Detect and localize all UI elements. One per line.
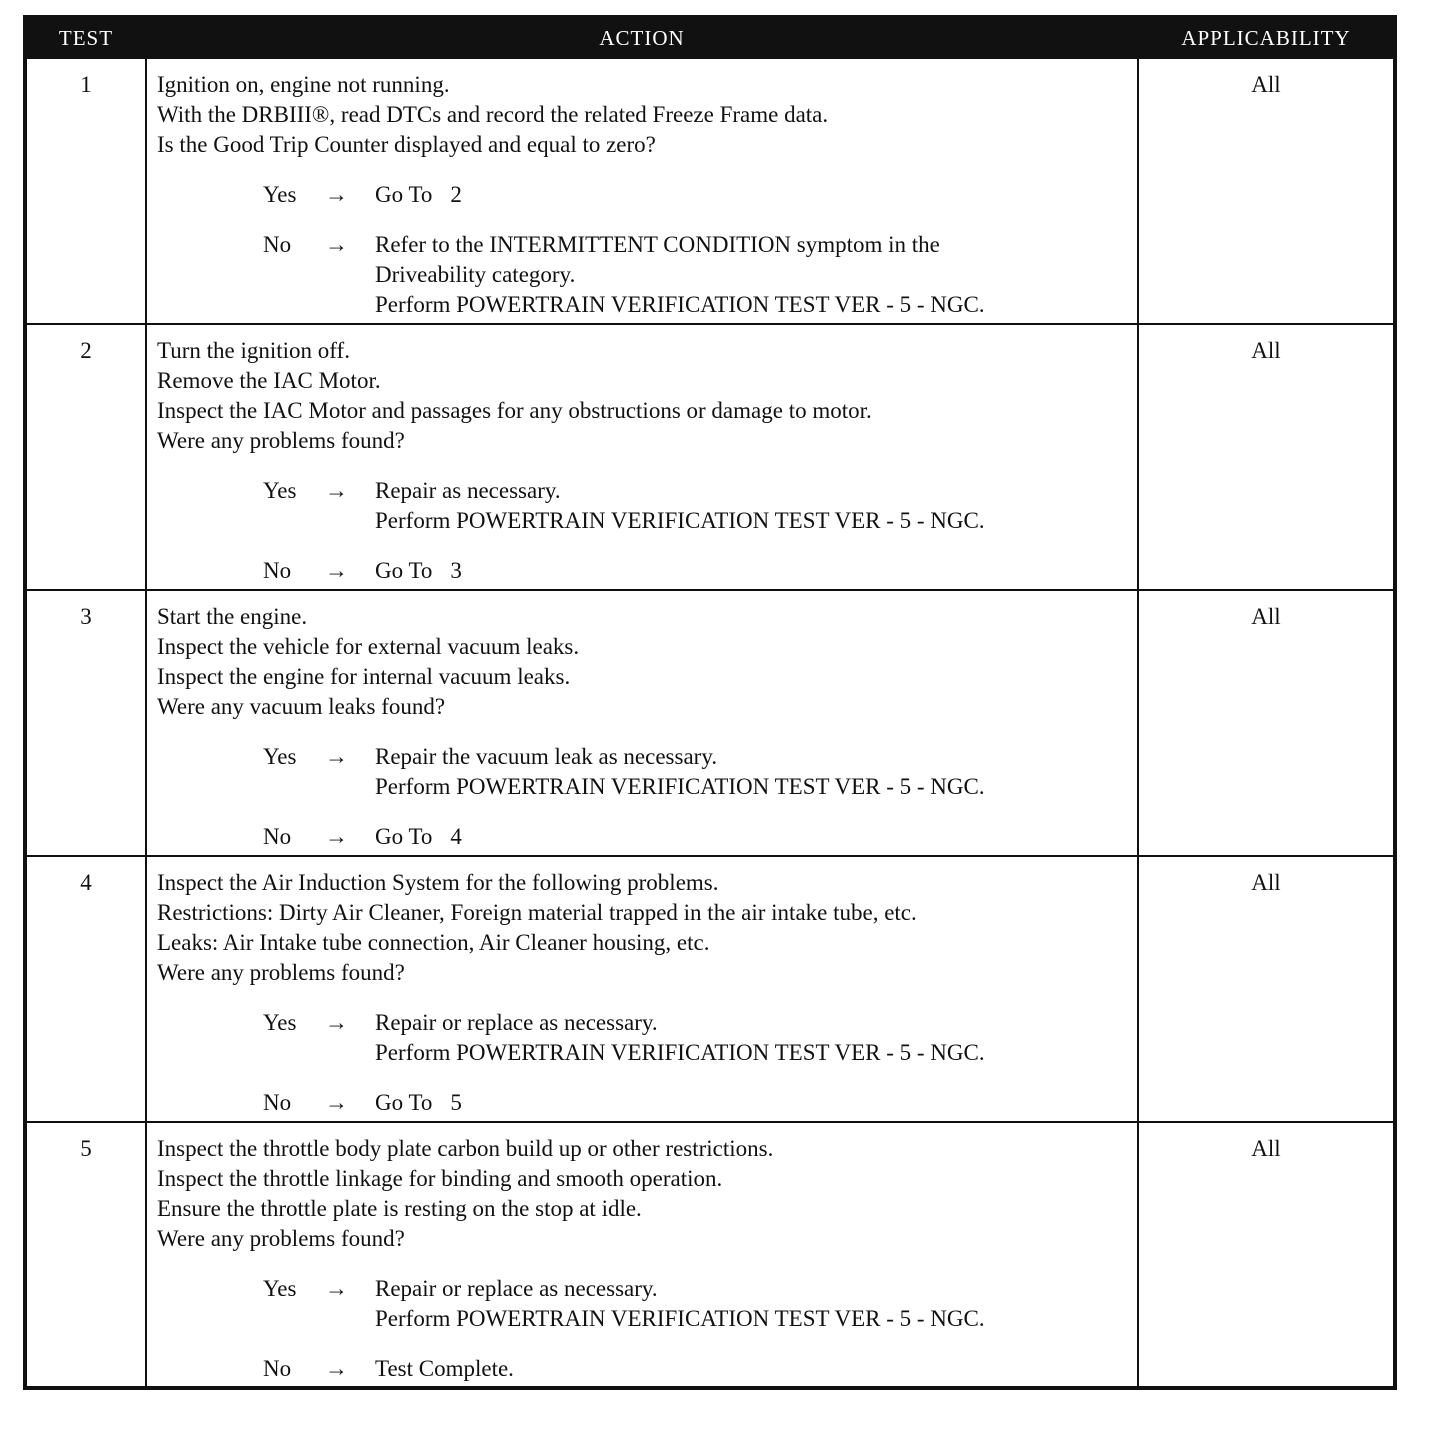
action-line: Is the Good Trip Counter displayed and equal to zero? xyxy=(157,132,656,157)
yes-label: Yes xyxy=(263,744,297,769)
header-action: ACTION xyxy=(146,17,1138,58)
table-row xyxy=(25,1122,1395,1388)
action-line: Leaks: Air Intake tube connection, Air Cleaner housing, etc. xyxy=(157,930,710,955)
arrow-icon: → xyxy=(325,232,348,257)
goto-label: Go To xyxy=(375,1090,433,1115)
action-cell xyxy=(146,1122,1138,1388)
yes-label: Yes xyxy=(263,1010,297,1035)
arrow-icon: → xyxy=(325,744,348,769)
action-line: Inspect the IAC Motor and passages for any obstructions or damage to motor. xyxy=(157,398,872,423)
action-line: Remove the IAC Motor. xyxy=(157,368,381,393)
yes-result xyxy=(375,1008,1129,1068)
header-test: TEST xyxy=(25,17,146,58)
yes-branch xyxy=(157,1008,1129,1068)
applicability-cell: All xyxy=(1138,590,1395,856)
goto-number: 4 xyxy=(450,824,462,849)
action-line: Inspect the throttle body plate carbon build up or other restrictions. xyxy=(157,1136,774,1161)
action-cell xyxy=(146,590,1138,856)
no-branch xyxy=(157,1088,1129,1118)
no-branch xyxy=(157,1354,1129,1384)
action-line: Start the engine. xyxy=(157,604,308,629)
arrow-icon: → xyxy=(325,1010,348,1035)
no-result xyxy=(375,1354,1129,1384)
yes-label: Yes xyxy=(263,182,297,207)
result-line: Perform POWERTRAIN VERIFICATION TEST VER - 5 - NGC. xyxy=(375,1040,985,1065)
result-line: Test Complete. xyxy=(375,1356,514,1381)
yes-branch xyxy=(157,1274,1129,1334)
action-line: Inspect the engine for internal vacuum leaks. xyxy=(157,664,571,689)
action-line: Inspect the Air Induction System for the following problems. xyxy=(157,870,719,895)
no-label: No xyxy=(263,232,292,257)
goto-number: 5 xyxy=(450,1090,462,1115)
action-cell xyxy=(146,324,1138,590)
no-result xyxy=(375,556,1129,586)
result-line: Perform POWERTRAIN VERIFICATION TEST VER - 5 - NGC. xyxy=(375,1306,985,1331)
action-cell xyxy=(146,58,1138,324)
action-line: Were any vacuum leaks found? xyxy=(157,694,446,719)
arrow-icon: → xyxy=(325,1276,348,1301)
result-line: Repair or replace as necessary. xyxy=(375,1276,658,1301)
test-number: 1 xyxy=(25,58,146,324)
no-result xyxy=(375,230,1129,320)
result-line: Driveability category. xyxy=(375,262,576,287)
result-line: Repair or replace as necessary. xyxy=(375,1010,658,1035)
no-branch xyxy=(157,230,1129,320)
yes-branch xyxy=(157,742,1129,802)
yes-label: Yes xyxy=(263,478,297,503)
no-label: No xyxy=(263,824,292,849)
applicability-cell: All xyxy=(1138,1122,1395,1388)
arrow-icon: → xyxy=(325,478,348,503)
arrow-icon: → xyxy=(325,558,348,583)
table-row xyxy=(25,58,1395,324)
goto-label: Go To xyxy=(375,824,433,849)
result-line: Perform POWERTRAIN VERIFICATION TEST VER - 5 - NGC. xyxy=(375,292,985,317)
test-number: 2 xyxy=(25,324,146,590)
yes-result xyxy=(375,180,1129,210)
action-line: Were any problems found? xyxy=(157,428,405,453)
no-result xyxy=(375,822,1129,852)
result-line: Refer to the INTERMITTENT CONDITION symptom in the xyxy=(375,232,940,257)
action-line: Inspect the vehicle for external vacuum leaks. xyxy=(157,634,580,659)
table-row xyxy=(25,856,1395,1122)
no-branch xyxy=(157,822,1129,852)
yes-branch xyxy=(157,180,1129,210)
yes-result xyxy=(375,742,1129,802)
result-line: Perform POWERTRAIN VERIFICATION TEST VER - 5 - NGC. xyxy=(375,508,985,533)
goto-label: Go To xyxy=(375,182,433,207)
action-line: Were any problems found? xyxy=(157,1226,405,1251)
table-row xyxy=(25,324,1395,590)
no-label: No xyxy=(263,1090,292,1115)
arrow-icon: → xyxy=(325,824,348,849)
applicability-cell: All xyxy=(1138,58,1395,324)
yes-result xyxy=(375,1274,1129,1334)
no-label: No xyxy=(263,558,292,583)
table-header-row xyxy=(25,17,1395,58)
table-row xyxy=(25,590,1395,856)
goto-number: 2 xyxy=(450,182,462,207)
goto-label: Go To xyxy=(375,558,433,583)
yes-label: Yes xyxy=(263,1276,297,1301)
result-line: Repair the vacuum leak as necessary. xyxy=(375,744,718,769)
action-line: Turn the ignition off. xyxy=(157,338,350,363)
no-result xyxy=(375,1088,1129,1118)
action-line: Restrictions: Dirty Air Cleaner, Foreign material trapped in the air intake tube, etc. xyxy=(157,900,917,925)
action-line: With the DRBIII®, read DTCs and record the related Freeze Frame data. xyxy=(157,102,829,127)
arrow-icon: → xyxy=(325,1356,348,1381)
test-number: 5 xyxy=(25,1122,146,1388)
goto-number: 3 xyxy=(450,558,462,583)
action-line: Inspect the throttle linkage for binding and smooth operation. xyxy=(157,1166,723,1191)
applicability-cell: All xyxy=(1138,324,1395,590)
diagnostic-test-table xyxy=(23,15,1397,1390)
no-branch xyxy=(157,556,1129,586)
action-line: Were any problems found? xyxy=(157,960,405,985)
applicability-cell: All xyxy=(1138,856,1395,1122)
action-cell xyxy=(146,856,1138,1122)
test-number: 4 xyxy=(25,856,146,1122)
result-line: Repair as necessary. xyxy=(375,478,561,503)
no-label: No xyxy=(263,1356,292,1381)
arrow-icon: → xyxy=(325,1090,348,1115)
yes-branch xyxy=(157,476,1129,536)
action-line: Ignition on, engine not running. xyxy=(157,72,450,97)
action-line: Ensure the throttle plate is resting on the stop at idle. xyxy=(157,1196,642,1221)
arrow-icon: → xyxy=(325,182,348,207)
test-number: 3 xyxy=(25,590,146,856)
yes-result xyxy=(375,476,1129,536)
header-applicability: APPLICABILITY xyxy=(1138,17,1395,58)
result-line: Perform POWERTRAIN VERIFICATION TEST VER - 5 - NGC. xyxy=(375,774,985,799)
